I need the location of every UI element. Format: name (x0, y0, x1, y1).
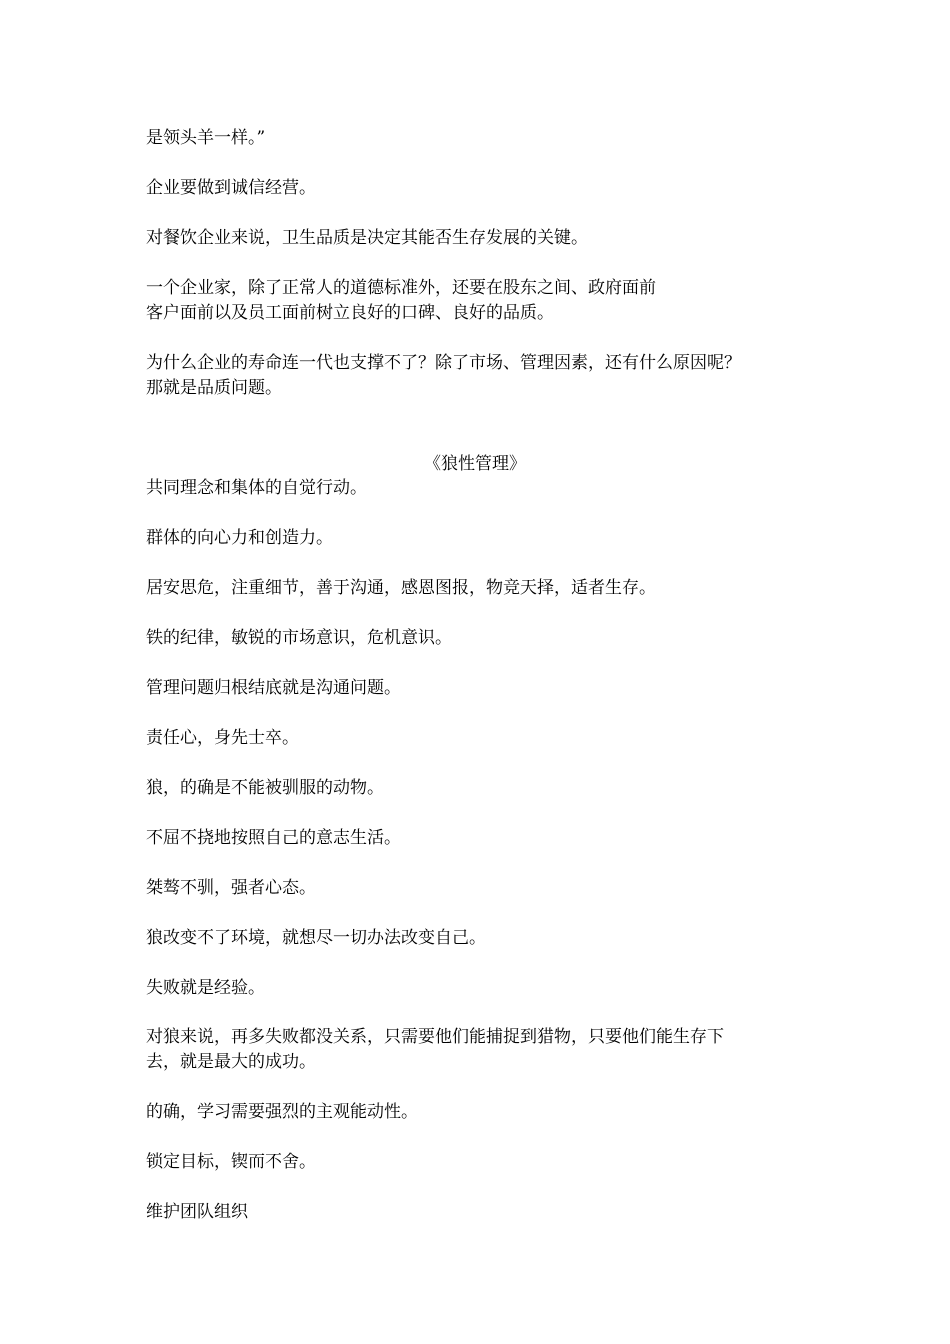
paragraph-line: 是领头羊一样。” (146, 128, 266, 148)
paragraph (146, 1150, 826, 1175)
paragraph (146, 676, 826, 701)
paragraph (146, 1025, 826, 1075)
paragraph-line: 企业要做到诚信经营。 (146, 178, 316, 198)
paragraph-line: 的确，学习需要强烈的主观能动性。 (146, 1102, 418, 1122)
paragraph (146, 476, 826, 501)
paragraph-line: 去，就是最大的成功。 (146, 1052, 316, 1072)
paragraph (146, 276, 826, 326)
paragraph-line: 那就是品质问题。 (146, 378, 282, 398)
paragraph-line: 铁的纪律，敏锐的市场意识，危机意识。 (146, 628, 452, 648)
paragraph-line: 失败就是经验。 (146, 978, 265, 998)
paragraph-line: 一个企业家，除了正常人的道德标准外，还要在股东之间、政府面前 (146, 278, 656, 298)
paragraph (146, 826, 826, 851)
paragraph-line: 客户面前以及员工面前树立良好的口碑、良好的品质。 (146, 303, 554, 323)
paragraph-line: 对餐饮企业来说，卫生品质是决定其能否生存发展的关键。 (146, 228, 588, 248)
paragraph-line: 桀骜不驯，强者心态。 (146, 878, 316, 898)
paragraph-line: 责任心，身先士卒。 (146, 728, 299, 748)
paragraph-line: 狼，的确是不能被驯服的动物。 (146, 778, 384, 798)
paragraph-line: 维护团队组织 (146, 1202, 248, 1222)
paragraph (146, 576, 826, 601)
paragraph-line: 不屈不挠地按照自己的意志生活。 (146, 828, 401, 848)
paragraph-line: 管理问题归根结底就是沟通问题。 (146, 678, 401, 698)
paragraph (146, 876, 826, 901)
paragraph-line: 群体的向心力和创造力。 (146, 528, 333, 548)
paragraph (146, 126, 826, 151)
paragraph-line: 为什么企业的寿命连一代也支撑不了？除了市场、管理因素，还有什么原因呢？ (146, 353, 741, 373)
paragraph (146, 776, 826, 801)
paragraph-line: 锁定目标，锲而不舍。 (146, 1152, 316, 1172)
paragraph (146, 226, 826, 251)
paragraph (146, 976, 826, 1001)
paragraph-line: 对狼来说，再多失败都没关系，只需要他们能捕捉到猎物，只要他们能生存下 (146, 1027, 724, 1047)
paragraph (146, 176, 826, 201)
paragraph (146, 1200, 826, 1225)
paragraph-line: 居安思危，注重细节，善于沟通，感恩图报，物竞天择，适者生存。 (146, 578, 656, 598)
paragraph (146, 726, 826, 751)
paragraph (146, 626, 826, 651)
paragraph (146, 351, 826, 401)
paragraph (146, 526, 826, 551)
paragraph-line: 共同理念和集体的自觉行动。 (146, 478, 367, 498)
section-title: 《狼性管理》 (424, 454, 526, 474)
paragraph (146, 1100, 826, 1125)
paragraph-line: 狼改变不了环境，就想尽一切办法改变自己。 (146, 928, 486, 948)
paragraph (146, 926, 826, 951)
